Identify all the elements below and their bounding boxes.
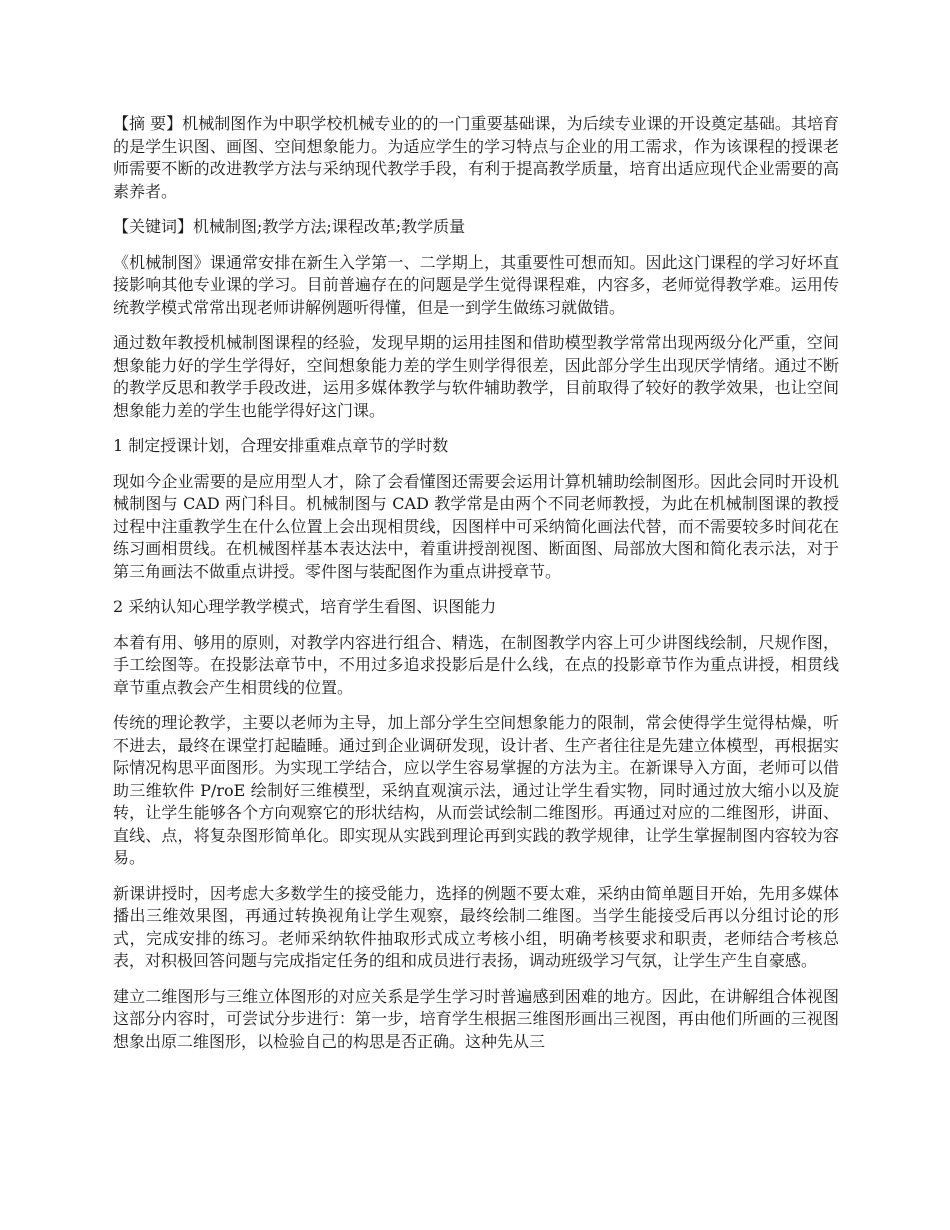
keywords-paragraph: 【关键词】机械制图;教学方法;课程改革;教学质量 [113, 217, 466, 236]
abstract-paragraph: 【摘 要】机械制图作为中职学校机械专业的的一门重要基础课，为后续专业课的开设奠定基础。其培育的是学生识图、画图、空间想象能力。为适应学生的学习特点与企业的用工需求，作为该课程的授课老师需要不断的改进教学方法与采纳现代教学手段，有利于提高教学质量，培育出适应现代企业需要的高素养者。 [113, 114, 839, 201]
body-paragraph-4: 本着有用、够用的原则，对教学内容进行组合、精选，在制图教学内容上可少讲图线绘制，尺规作图，手工绘图等。在投影法章节中，不用过多追求投影后是什么线，在点的投影章节作为重点讲授，相贯线章节重点教会产生相贯线的位置。 [113, 632, 839, 697]
body-paragraph-7: 建立二维图形与三维立体图形的对应关系是学生学习时普遍感到困难的地方。因此，在讲解组合体视图这部分内容时，可尝试分步进行：第一步，培育学生根据三维图形画出三视图，再由他们所画的三视图想象出原二维图形，以检验自己的构思是否正确。这种先从三 [113, 986, 839, 1051]
body-paragraph-2: 通过数年教授机械制图课程的经验，发现早期的运用挂图和借助模型教学常常出现两级分化严重，空间想象能力好的学生学得好，空间想象能力差的学生则学得很差，因此部分学生出现厌学情绪。通过不断的教学反思和教学手段改进，运用多媒体教学与软件辅助教学，目前取得了较好的教学效果，也让空间想象能力差的学生也能学得好这门课。 [113, 333, 839, 420]
body-paragraph-5: 传统的理论教学，主要以老师为主导，加上部分学生空间想象能力的限制，常会使得学生觉得枯燥，听不进去，最终在课堂打起瞌睡。通过到企业调研发现，设计者、生产者往往是先建立体模型，再根据实际情况构思平面图形。为实现工学结合，应以学生容易掌握的方法为主。在新课导入方面，老师可以借助三维软件 P/roE 绘制好三维模型，采纳直观演示法，通过让学生看实物，同时通过放大缩小以及旋转，让学生能够各个方向观察它的形状结构，从而尝试绘制二维图形。再通过对应的二维图形，讲面、直线、点，将复杂图形简单化。即实现从实践到理论再到实践的教学规律，让学生掌握制图内容较为容易。 [113, 713, 839, 867]
body-paragraph-1: 《机械制图》课通常安排在新生入学第一、二学期上，其重要性可想而知。因此这门课程的学习好坏直接影响其他专业课的学习。目前普遍存在的问题是学生觉得课程难，内容多，老师觉得教学难。运用传统教学模式常常出现老师讲解例题听得懂，但是一到学生做练习就做错。 [113, 252, 839, 317]
body-paragraph-3: 现如今企业需要的是应用型人才，除了会看懂图还需要会运用计算机辅助绘制图形。因此会同时开设机械制图与 CAD 两门科目。机械制图与 CAD 教学常是由两个不同老师教授，为此在机械制图课的教授过程中注重教学生在什么位置上会出现相贯线，因图样中可采纳简化画法代替，而不需要较多时间花在练习画相贯线。在机械图样基本表达法中，着重讲授剖视图、断面图、局部放大图和简化表示法，对于第三角画法不做重点讲授。零件图与装配图作为重点讲授章节。 [113, 471, 839, 581]
section-heading-2: 2 采纳认知心理学教学模式，培育学生看图、识图能力 [113, 597, 497, 616]
document-page [113, 113, 839, 1066]
section-heading-1: 1 制定授课计划，合理安排重难点章节的学时数 [113, 436, 449, 455]
body-paragraph-6: 新课讲授时，因考虑大多数学生的接受能力，选择的例题不要太难，采纳由简单题目开始，先用多媒体播出三维效果图，再通过转换视角让学生观察，最终绘制二维图。当学生能接受后再以分组讨论的形式，完成安排的练习。老师采纳软件抽取形式成立考核小组，明确考核要求和职责，老师结合考核总表，对积极回答问题与完成指定任务的组和成员进行表扬，调动班级学习气氛，让学生产生自豪感。 [113, 883, 839, 970]
